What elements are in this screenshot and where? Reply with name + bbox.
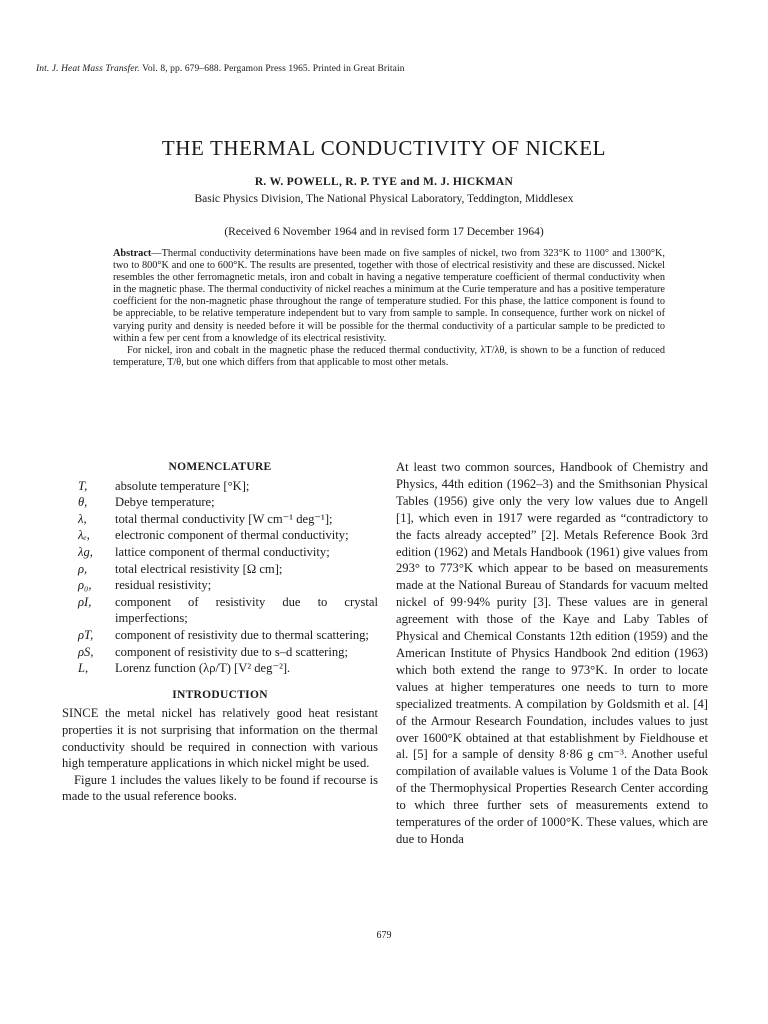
nomenclature-item (62, 527, 378, 544)
nomenclature-definition: Lorenz function (λρ/T) [V² deg⁻²]. (115, 661, 291, 676)
paper-title: THE THERMAL CONDUCTIVITY OF NICKEL (161, 136, 607, 160)
nomenclature-item (62, 660, 378, 677)
introduction-body (62, 705, 378, 805)
abstract-paragraph-1 (113, 248, 665, 345)
nomenclature-symbol: ρT, (78, 627, 94, 642)
nomenclature-definition: residual resistivity; (115, 578, 212, 593)
nomenclature-definition: component of resistivity due to thermal scattering; (115, 627, 369, 642)
nomenclature-definition: component of resistivity due to crystal imperfections; (115, 594, 378, 626)
journal-details: Vol. 8, pp. 679–688. Pergamon Press 1965. Printed in Great Britain (142, 64, 405, 74)
page-number: 679 (376, 930, 392, 941)
nomenclature-item (62, 494, 378, 511)
nomenclature-definition: electronic component of thermal conductivity; (115, 528, 349, 543)
nomenclature-item (62, 544, 378, 561)
right-column (396, 459, 708, 848)
nomenclature-symbol: θ, (78, 495, 88, 510)
nomenclature-definition: total thermal conductivity [W cm⁻¹ deg⁻¹]; (115, 511, 333, 526)
nomenclature-symbol: T, (78, 478, 88, 493)
affiliation: Basic Physics Division, The National Physical Laboratory, Teddington, Middlesex (194, 193, 574, 205)
received-date: (Received 6 November 1964 and in revised form 17 December 1964) (224, 226, 544, 238)
introduction-paragraph-1: SINCE the metal nickel has relatively good heat resistant properties it is not surprising that information on the thermal conductivity should be required in connection with various high temperature applications in which nickel might be used. (62, 706, 378, 771)
introduction-heading: INTRODUCTION (172, 688, 268, 701)
nomenclature-symbol: λg, (78, 544, 93, 559)
nomenclature-symbol: ρ₀, (78, 578, 92, 593)
nomenclature-symbol: λₑ, (78, 528, 90, 543)
abstract-text-1: —Thermal conductivity determinations have been made on five samples of nickel, two from 323°K to 1100° and 1300°K, two to 800°K and one to 600°K. The results are presented, together with those of electrical resistivity and these are discussed. Nickel resembles the other ferromagnetic metals, iron and cobalt in having a negative temperature coefficient of thermal conductivity when in the magnetic phase. The thermal conductivity of nickel reaches a minimum at the Curie temperature and has a positive temperature coefficient for the non-magnetic phase throughout the range of temperature studied. For this phase, the lattice component is found to be appreciable, to be relative temperature independent but to vary from sample to sample. In consequence, further work on nickel of varying purity and density is needed before it will be possible for the thermal conductivity of a particular sample to be predicted to within a few per cent from a knowledge of its electrical resistivity. (113, 248, 665, 344)
left-column (62, 459, 378, 805)
abstract-paragraph-2: For nickel, iron and cobalt in the magnetic phase the reduced thermal conductivity, λT/λθ, is shown to be a function of reduced temperature, T/θ, but one which differs from that applicable to most other metals. (113, 344, 665, 368)
introduction-paragraph-2: Figure 1 includes the values likely to be found if recourse is made to the usual reference books. (62, 772, 378, 804)
nomenclature-item (62, 561, 378, 578)
nomenclature-symbol: λ, (78, 511, 87, 526)
nomenclature-item (62, 577, 378, 594)
nomenclature-symbol: L, (78, 661, 89, 676)
abstract (113, 248, 665, 369)
abstract-label: Abstract (113, 248, 152, 259)
authors: R. W. POWELL, R. P. TYE and M. J. HICKMAN (254, 176, 514, 188)
nomenclature-item (62, 644, 378, 661)
nomenclature-definition: absolute temperature [°K]; (115, 478, 250, 493)
nomenclature-symbol: ρS, (78, 644, 94, 659)
right-column-text: At least two common sources, Handbook of Chemistry and Physics, 44th edition (1962–3) and the Smithsonian Physical Tables (1956) give only the very low values due to Angell [1], which even in 1917 were regarded as “contradictory to the facts already accepted” [2]. Metals Reference Book 3rd edition (1962) and Metals Handbook (1961) give values from 293° to 773°K which appear to be based on measurements made at the National Bureau of Standards for vacuum melted nickel of 99·94% purity [3]. These values are in general agreement with those of the Kaye and Laby Tables of Physical and Chemical Constants 12th edition (1959) and the American Institute of Physics Handbook 2nd edition (1963) which both extend the range to 973°K. In order to locate values at higher temperatures one needs to turn to more specialized treatments. A compilation by Goldsmith et al. [4] of the Armour Research Foundation, includes values to just over 1600°K obtained at that establishment by Fieldhouse et al. [5] for a sample of density 8·86 g cm⁻³. Another useful compilation of available values is Volume 1 of the Data Book of the Thermophysical Properties Research Center according to which three further sets of measurements extend to temperatures of the order of 1000°K. These values, which are due to Honda (396, 460, 708, 846)
nomenclature-list (62, 478, 378, 677)
nomenclature-heading: NOMENCLATURE (168, 461, 272, 473)
nomenclature-item (62, 627, 378, 644)
nomenclature-definition: component of resistivity due to s–d scattering; (115, 644, 348, 659)
nomenclature-definition: Debye temperature; (115, 495, 215, 510)
nomenclature-definition: total electrical resistivity [Ω cm]; (115, 561, 283, 576)
nomenclature-item (62, 478, 378, 495)
nomenclature-symbol: ρI, (78, 594, 92, 609)
nomenclature-symbol: ρ, (78, 561, 88, 576)
journal-name: Int. J. Heat Mass Transfer. (36, 64, 140, 74)
journal-citation (36, 64, 405, 74)
nomenclature-definition: lattice component of thermal conductivity; (115, 544, 330, 559)
nomenclature-item (62, 511, 378, 528)
nomenclature-item (62, 594, 378, 627)
